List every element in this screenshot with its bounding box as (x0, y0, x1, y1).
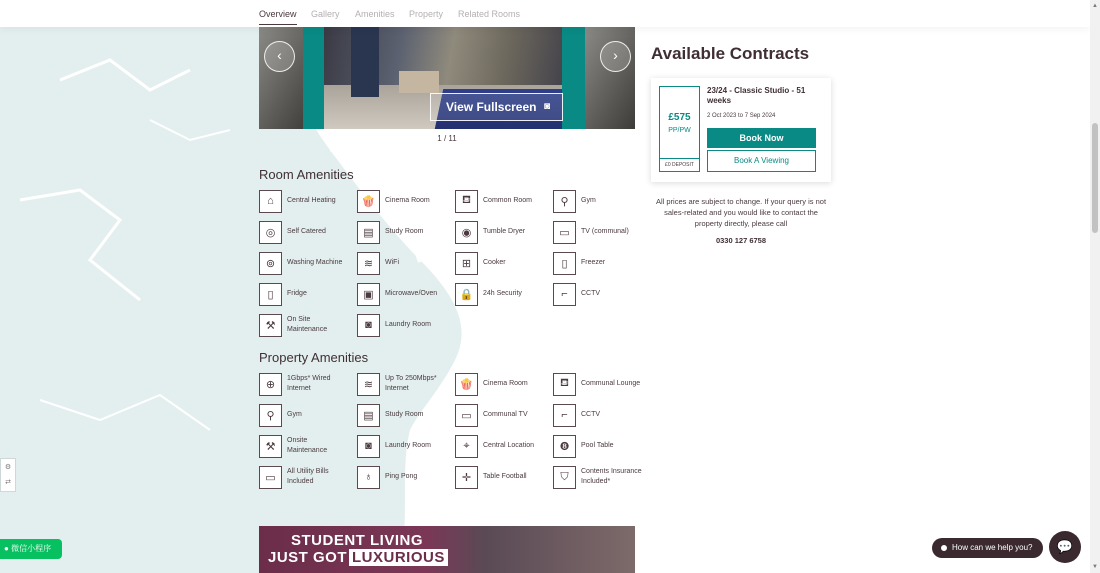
map-pin-icon: ⌖ (455, 435, 478, 458)
amenity-item (259, 434, 349, 458)
microwave-icon: ▣ (357, 283, 380, 306)
globe-icon: ⊕ (259, 373, 282, 396)
amenity-label: Communal Lounge (581, 380, 641, 387)
amenity-item (455, 251, 545, 275)
promo-line-2a: JUST GOT (268, 549, 348, 566)
pool-ball-icon: ❽ (553, 435, 576, 458)
amenity-item (259, 372, 349, 396)
cctv-icon: ⌐ (553, 404, 576, 427)
available-contracts-title: Available Contracts (651, 44, 810, 63)
promo-line-1: STUDENT LIVING (291, 532, 424, 549)
amenity-label: Study Room (385, 411, 424, 418)
amenity-item (357, 372, 447, 396)
amenity-item (553, 251, 643, 275)
amenity-item (553, 465, 643, 489)
laundry-icon: ◙ (357, 435, 380, 458)
deposit-label: £0 DEPOSIT (660, 158, 699, 171)
ping-pong-icon: ♁ (357, 466, 380, 489)
wifi-icon: ≋ (357, 373, 380, 396)
tab-related-rooms[interactable]: Related Rooms (458, 9, 521, 19)
amenity-label: Washing Machine (287, 259, 343, 266)
amenity-label: On Site Maintenance (287, 316, 328, 333)
wechat-icon: ● (4, 544, 9, 553)
amenity-label: WiFi (385, 259, 399, 266)
book-icon: ▤ (357, 404, 380, 427)
dumbbell-icon: ⚲ (259, 404, 282, 427)
amenity-item (553, 434, 643, 458)
amenity-label: Central Heating (287, 197, 336, 204)
amenity-label: CCTV (581, 411, 601, 418)
popcorn-icon: 🍿 (455, 373, 478, 396)
settings-icon[interactable]: ⚙ (4, 464, 12, 471)
amenity-label: Self Catered (287, 228, 326, 235)
view-fullscreen-button[interactable] (430, 93, 563, 121)
armchair-icon: ⛾ (455, 190, 478, 213)
cooker-icon: ⊞ (455, 252, 478, 275)
wifi-icon: ≋ (357, 252, 380, 275)
contract-card (651, 78, 831, 182)
amenity-item (357, 465, 447, 489)
bills-icon: ▭ (259, 466, 282, 489)
dumbbell-icon: ⚲ (553, 190, 576, 213)
image-gallery (259, 27, 635, 129)
property-amenities-title: Property Amenities (259, 350, 369, 365)
price-unit: PP/PW (668, 127, 691, 134)
gallery-prev-button[interactable]: ‹ (264, 41, 295, 72)
chat-button[interactable] (1049, 531, 1081, 563)
amenity-item (553, 372, 643, 396)
contact-phone[interactable]: 0330 127 6758 (715, 236, 767, 245)
tab-gallery[interactable]: Gallery (311, 9, 340, 19)
amenity-item (259, 403, 349, 427)
amenity-item (357, 403, 447, 427)
side-tool-widget[interactable] (0, 458, 16, 492)
gallery-door (351, 27, 379, 97)
chat-bubble-icon: 💬 (1056, 539, 1074, 554)
promo-line-2 (268, 549, 448, 566)
amenity-item (553, 189, 643, 213)
amenity-item (455, 220, 545, 244)
amenity-item (455, 189, 545, 213)
amenity-item (357, 251, 447, 275)
freezer-icon: ▯ (553, 252, 576, 275)
amenity-item (259, 220, 349, 244)
laundry-icon: ◙ (357, 314, 380, 337)
popcorn-icon: 🍿 (357, 190, 380, 213)
book-icon: ▤ (357, 221, 380, 244)
contract-price: £575 (668, 112, 691, 123)
amenity-label: CCTV (581, 290, 601, 297)
amenity-label: Gym (287, 411, 302, 418)
price-box (659, 86, 700, 172)
washing-machine-icon: ⊚ (259, 252, 282, 275)
table-football-icon: ✛ (455, 466, 478, 489)
amenity-item (357, 220, 447, 244)
camera-icon: ◙ (543, 101, 550, 112)
amenity-item (455, 372, 545, 396)
wechat-mini-program-button[interactable] (0, 539, 62, 559)
amenity-label: Laundry Room (385, 321, 431, 328)
amenity-label: Freezer (581, 259, 606, 266)
amenity-item (259, 189, 349, 213)
amenity-label: Laundry Room (385, 442, 431, 449)
contract-name: 23/24 - Classic Studio - 51 weeks (707, 86, 806, 105)
amenity-item (553, 220, 643, 244)
amenity-label: TV (communal) (581, 228, 629, 235)
amenity-label: Central Location (483, 442, 534, 449)
amenity-label: Onsite Maintenance (287, 437, 328, 454)
house-thermometer-icon: ⌂ (259, 190, 282, 213)
room-amenities-title: Room Amenities (259, 167, 354, 182)
tv-icon: ▭ (553, 221, 576, 244)
scroll-up-icon[interactable]: ▲ (1092, 3, 1098, 9)
amenity-item (455, 465, 545, 489)
amenity-label: Contents Insurance Included* (581, 468, 642, 485)
tab-amenities[interactable]: Amenities (355, 9, 395, 19)
gallery-desk (399, 71, 439, 93)
amenity-item (553, 403, 643, 427)
promo-banner[interactable] (259, 526, 635, 573)
amenity-item (259, 465, 349, 489)
amenity-label: Cooker (483, 259, 506, 266)
cctv-icon: ⌐ (553, 283, 576, 306)
amenity-item (259, 282, 349, 306)
amenity-item (455, 434, 545, 458)
amenity-label: Up To 250Mbps* Internet (385, 375, 437, 392)
book-viewing-button[interactable]: Book A Viewing (707, 150, 816, 172)
amenity-item (259, 313, 349, 337)
amenity-item (455, 282, 545, 306)
help-chat-prompt[interactable]: How can we help you? (932, 538, 1043, 558)
amenity-label: Cinema Room (483, 380, 528, 387)
amenity-label: Cinema Room (385, 197, 430, 204)
wechat-label: 微信小程序 (11, 544, 52, 553)
fridge-icon: ▯ (259, 283, 282, 306)
shield-icon: ⛉ (553, 466, 576, 489)
amenity-label: Communal TV (483, 411, 528, 418)
scrollbar-thumb[interactable] (1092, 123, 1098, 233)
contract-dates: 2 Oct 2023 to 7 Sep 2024 (707, 113, 776, 119)
translate-icon[interactable]: ⇄ (5, 479, 11, 486)
amenity-label: Microwave/Oven (385, 290, 438, 297)
amenity-item (357, 282, 447, 306)
tab-overview[interactable]: Overview (259, 9, 297, 25)
amenity-label: Ping Pong (385, 473, 418, 480)
amenity-label: Gym (581, 197, 596, 204)
amenity-label: 1Gbps* Wired Internet (287, 375, 331, 392)
amenity-item (259, 251, 349, 275)
amenity-label: Fridge (287, 290, 307, 297)
promo-highlight: LUXURIOUS (349, 549, 448, 566)
gallery-next-button[interactable]: › (600, 41, 631, 72)
plate-cutlery-icon: ◎ (259, 221, 282, 244)
amenity-label: Tumble Dryer (483, 228, 526, 235)
amenity-item (455, 403, 545, 427)
price-disclaimer: All prices are subject to change. If your query is not sales-related and you would like to contact the property directly, please call (655, 197, 827, 228)
tv-icon: ▭ (455, 404, 478, 427)
hammer-icon: ⚒ (259, 435, 282, 458)
amenity-label: All Utility Bills Included (287, 468, 329, 485)
amenity-item (553, 282, 643, 306)
padlock-icon: 🔒 (455, 283, 478, 306)
tab-property[interactable]: Property (409, 9, 444, 19)
amenity-label: Common Room (483, 197, 533, 204)
amenity-item (357, 313, 447, 337)
dryer-icon: ◉ (455, 221, 478, 244)
book-now-button[interactable]: Book Now (707, 128, 816, 148)
amenity-label: Table Football (483, 473, 527, 480)
amenity-label: Study Room (385, 228, 424, 235)
scroll-down-icon[interactable]: ▼ (1092, 564, 1098, 570)
amenity-label: 24h Security (483, 290, 522, 297)
view-fullscreen-label: View Fullscreen (446, 100, 537, 114)
amenity-label: Pool Table (581, 442, 614, 449)
armchair-icon: ⛾ (553, 373, 576, 396)
amenity-item (357, 189, 447, 213)
amenity-item (357, 434, 447, 458)
page-scrollbar[interactable] (1090, 0, 1100, 573)
gallery-counter: 1 / 11 (437, 134, 457, 143)
hammer-icon: ⚒ (259, 314, 282, 337)
section-tabs (0, 0, 1090, 27)
